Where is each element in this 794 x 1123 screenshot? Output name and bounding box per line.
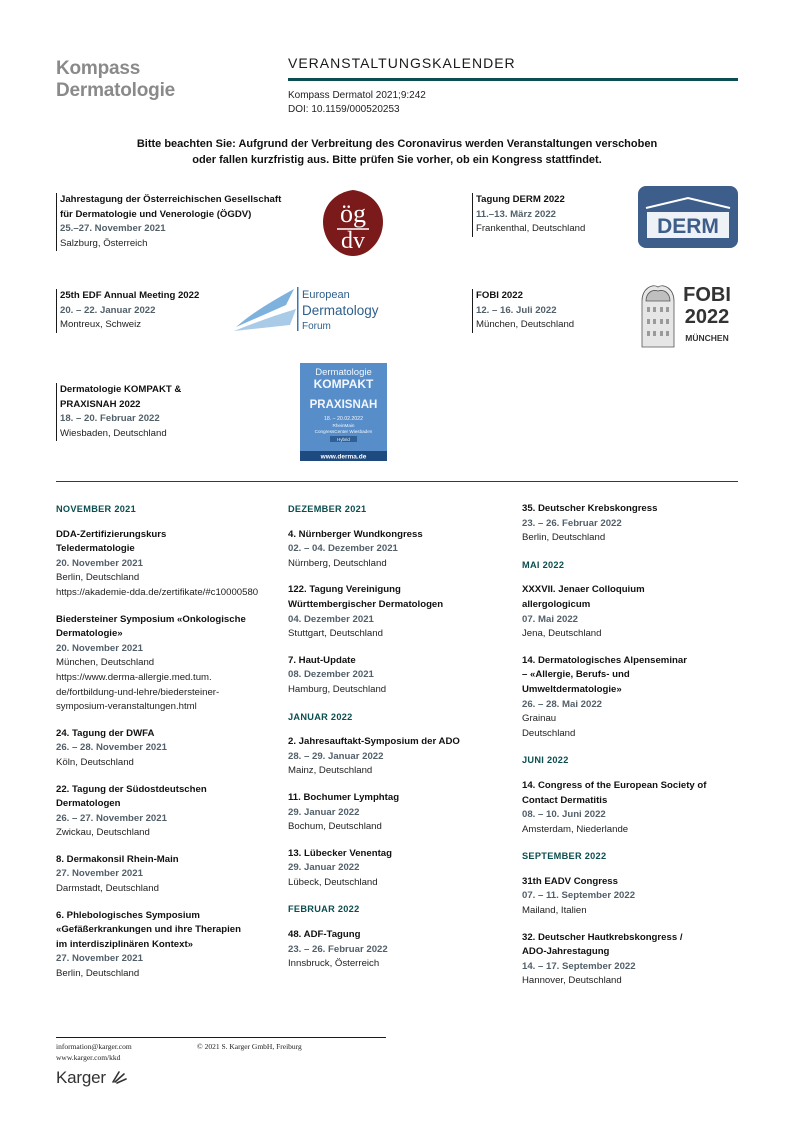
event-location: Jena, Deutschland [522,628,602,640]
event-title: 11. Bochumer Lymphtag [288,791,400,803]
calendar-event [56,783,281,841]
event-link[interactable]: https://www.derma-allergie.med.tum. [56,671,212,683]
event-location: Mainz, Deutschland [288,765,373,777]
event-title: für Dermatologie und Venerologie (ÖGDV) [60,208,252,220]
calendar-event [288,583,513,641]
event-date: 20. November 2021 [56,557,143,569]
event-location: Mailand, Italien [522,905,587,917]
event-title: Dermatologen [56,798,121,810]
event-title: «Gefäßerkrankungen und ihre Therapien [56,924,241,936]
event-date: 02. – 04. Dezember 2021 [288,543,398,555]
calendar-event [522,583,747,641]
calendar-event [522,931,747,989]
event-title: 6. Phlebologisches Symposium [56,909,200,921]
event-date: 20. November 2021 [56,642,143,654]
fobi-logo-text-2: 2022 [684,306,730,328]
calendar-event [288,528,513,572]
event-location: Hannover, Deutschland [522,975,622,987]
event-title: 24. Tagung der DWFA [56,727,155,739]
event-location: Innsbruck, Österreich [288,958,380,970]
event-title: Tagung DERM 2022 [476,194,565,205]
event-location: Berlin, Deutschland [522,532,606,544]
month-heading: NOVEMBER 2021 [56,504,136,514]
citation [288,89,426,117]
calendar-event [288,735,513,779]
featured-event-oegdv [56,193,281,251]
oegdv-logo-text-2: dv [341,228,365,254]
event-location: Grainau [522,713,557,725]
notice-line-1: Bitte beachten Sie: Aufgrund der Verbreitung des Coronavirus werden Veranstaltungen verschoben [136,138,658,150]
footer-website[interactable]: www.karger.com/kkd [56,1053,121,1062]
event-date: 29. Januar 2022 [288,806,360,818]
event-link[interactable]: https://akademie-dda.de/zertifikate/#c10000580 [56,586,259,598]
footer-email[interactable]: information@karger.com [56,1042,132,1051]
citation-journal: Kompass Dermatol 2021;9:242 [288,90,426,101]
calendar-event [56,853,281,897]
event-location: Nürnberg, Deutschland [288,557,387,569]
event-location: Stuttgart, Deutschland [288,628,383,640]
kompakt-logo-text-1: Dermatologie [315,367,372,378]
calendar-column-3 [522,502,747,1001]
calendar-event [56,613,281,715]
event-link[interactable]: de/fortbildung-und-lehre/biedersteiner- [56,686,220,698]
footer-copyright: © 2021 S. Karger GmbH, Freiburg [197,1042,302,1051]
event-title: 8. Dermakonsil Rhein-Main [56,853,179,865]
event-title: Dermatologie» [56,628,123,640]
footer-contact [56,1041,132,1063]
event-title: Contact Dermatitis [522,794,608,806]
calendar-event [288,847,513,891]
month-heading: SEPTEMBER 2022 [522,851,607,862]
event-location: Frankenthal, Deutschland [476,223,586,235]
event-date: 26. – 28. November 2021 [56,742,167,754]
event-title: Dermatologie KOMPAKT & [60,384,182,395]
event-title: DDA-Zertifizierungskurs [56,528,167,540]
month-heading: JUNI 2022 [522,755,569,766]
event-location: Zwickau, Deutschland [56,827,150,839]
corona-notice [100,137,694,168]
event-title: Jahrestagung der Österreichischen Gesellschaft [60,194,282,205]
derm-logo [638,186,738,248]
karger-wordmark: Karger [56,1068,106,1087]
edf-logo-text-1: European [302,289,350,301]
event-date: 08. Dezember 2021 [288,669,374,681]
event-date: 14. – 17. September 2022 [522,960,636,972]
event-title: Umweltdermatologie» [522,683,622,695]
event-title: Württembergischer Dermatologen [288,598,444,610]
event-title: ADO-Jahrestagung [522,946,610,958]
month-heading: MAI 2022 [522,559,565,570]
edf-logo-text-3: Forum [302,321,331,332]
featured-event-kompakt [56,383,181,441]
oegdv-logo [317,184,389,262]
fobi-logo-text-3: MÜNCHEN [685,333,729,343]
kompakt-logo [300,363,387,461]
event-date: 20. – 22. Januar 2022 [60,304,156,316]
event-date: 27. November 2021 [56,868,143,880]
calendar-event [56,727,281,771]
brand-line-1: Kompass [56,58,141,79]
event-location: Hamburg, Deutschland [288,683,387,695]
event-location: Darmstadt, Deutschland [56,883,159,895]
calendar-event [522,502,747,546]
event-date: 04. Dezember 2021 [288,613,374,625]
karger-logo [56,1068,127,1088]
event-title: 22. Tagung der Südostdeutschen [56,783,207,795]
brand-line-2: Dermatologie [56,80,176,101]
section-divider [56,481,738,482]
kompakt-logo-text-5: RheinMain [332,423,355,428]
event-location: Berlin, Deutschland [56,572,140,584]
event-title: 13. Lübecker Venentag [288,847,392,859]
notice-line-2: oder fallen kurzfristig aus. Bitte prüfen Sie vorher, ob ein Kongress stattfindet. [192,153,602,166]
event-title: 48. ADF-Tagung [288,929,361,941]
featured-event-fobi [472,289,574,333]
event-title: Biedersteiner Symposium «Onkologische [56,613,246,625]
event-date: 28. – 29. Januar 2022 [288,750,384,762]
event-location: Köln, Deutschland [56,756,134,768]
event-date: 07. Mai 2022 [522,613,579,625]
event-date: 12. – 16. Juli 2022 [476,304,557,316]
journal-brand [56,58,175,102]
event-title: FOBI 2022 [476,290,523,301]
calendar-column-1 [56,502,281,994]
calendar-event [522,875,747,919]
month-heading: JANUAR 2022 [288,711,353,722]
edf-logo [232,283,392,335]
event-title: 32. Deutscher Hautkrebskongress / [522,931,683,943]
event-date: 23. – 26. Februar 2022 [522,517,622,529]
month-heading: DEZEMBER 2021 [288,504,367,514]
calendar-column-2 [288,502,513,984]
calendar-event [522,779,747,837]
event-date: 25.–27. November 2021 [60,223,166,235]
calendar-event [522,654,747,742]
header-rule [288,78,738,81]
event-title: im interdisziplinären Kontext» [56,938,194,950]
event-title: 14. Dermatologisches Alpenseminar [522,654,687,666]
month-heading: FEBRUAR 2022 [288,904,360,915]
event-title: – «Allergie, Berufs- und [522,669,630,681]
event-title: 25th EDF Annual Meeting 2022 [60,290,200,301]
footer-rule [56,1037,386,1038]
event-date: 29. Januar 2022 [288,862,360,874]
event-location: Wiesbaden, Deutschland [60,427,167,439]
calendar-event [288,654,513,698]
event-title: 2. Jahresauftakt-Symposium der ADO [288,736,460,748]
citation-doi[interactable]: DOI: 10.1159/000520253 [288,104,400,115]
event-date: 27. November 2021 [56,953,143,965]
event-location: Montreux, Schweiz [60,319,142,331]
featured-event-derm [472,193,585,237]
event-date: 18. – 20. Februar 2022 [60,413,160,425]
event-title: 35. Deutscher Krebskongress [522,503,658,514]
event-location: Bochum, Deutschland [288,821,382,833]
event-title: Teledermatologie [56,543,135,555]
calendar-event [288,928,513,972]
kompakt-logo-text-8: www.derma.de [320,453,367,461]
event-link[interactable]: symposium-veranstaltungen.html [56,701,197,713]
kompakt-logo-text-2: KOMPAKT [313,377,374,391]
calendar-event [56,528,281,601]
kompakt-logo-text-3: PRAXISNAH [309,399,378,411]
event-date: 08. – 10. Juni 2022 [522,809,606,821]
kompakt-logo-text-6: CongressCenter Wiesbaden [314,429,373,434]
fobi-logo [638,277,738,349]
event-title: 14. Congress of the European Society of [522,779,707,791]
section-label: VERANSTALTUNGSKALENDER [288,55,516,71]
edf-logo-text-2: Dermatology [302,303,379,318]
event-location: Deutschland [522,727,576,739]
event-date: 23. – 26. Februar 2022 [288,943,388,955]
event-location: Salzburg, Österreich [60,237,148,249]
fobi-logo-text-1: FOBI [683,284,731,306]
kompakt-logo-text-4: 18. – 20.02.2022 [324,416,363,422]
event-date: 26. – 27. November 2021 [56,812,167,824]
event-title: PRAXISNAH 2022 [60,398,141,410]
event-date: 26. – 28. Mai 2022 [522,698,603,710]
karger-sparkle-icon [111,1068,127,1084]
event-title: 122. Tagung Vereinigung [288,584,401,596]
event-location: München, Deutschland [476,319,575,331]
event-date: 11.–13. März 2022 [476,208,557,220]
oegdv-logo-text-1: ög [340,199,366,228]
event-title: 4. Nürnberger Wundkongress [288,528,423,540]
featured-event-edf [56,289,199,333]
calendar-event [288,791,513,835]
event-location: Berlin, Deutschland [56,968,140,980]
event-location: Amsterdam, Niederlande [522,823,629,835]
event-title: 7. Haut-Update [288,654,356,666]
event-title: XXXVII. Jenaer Colloquium [522,584,645,596]
derm-logo-text: DERM [657,215,719,238]
calendar-event [56,909,281,982]
event-location: München, Deutschland [56,657,155,669]
event-title: allergologicum [522,598,591,610]
event-title: 31th EADV Congress [522,875,618,887]
event-location: Lübeck, Deutschland [288,876,378,888]
event-date: 07. – 11. September 2022 [522,890,636,902]
kompakt-logo-text-7: Hybrid [337,436,350,442]
